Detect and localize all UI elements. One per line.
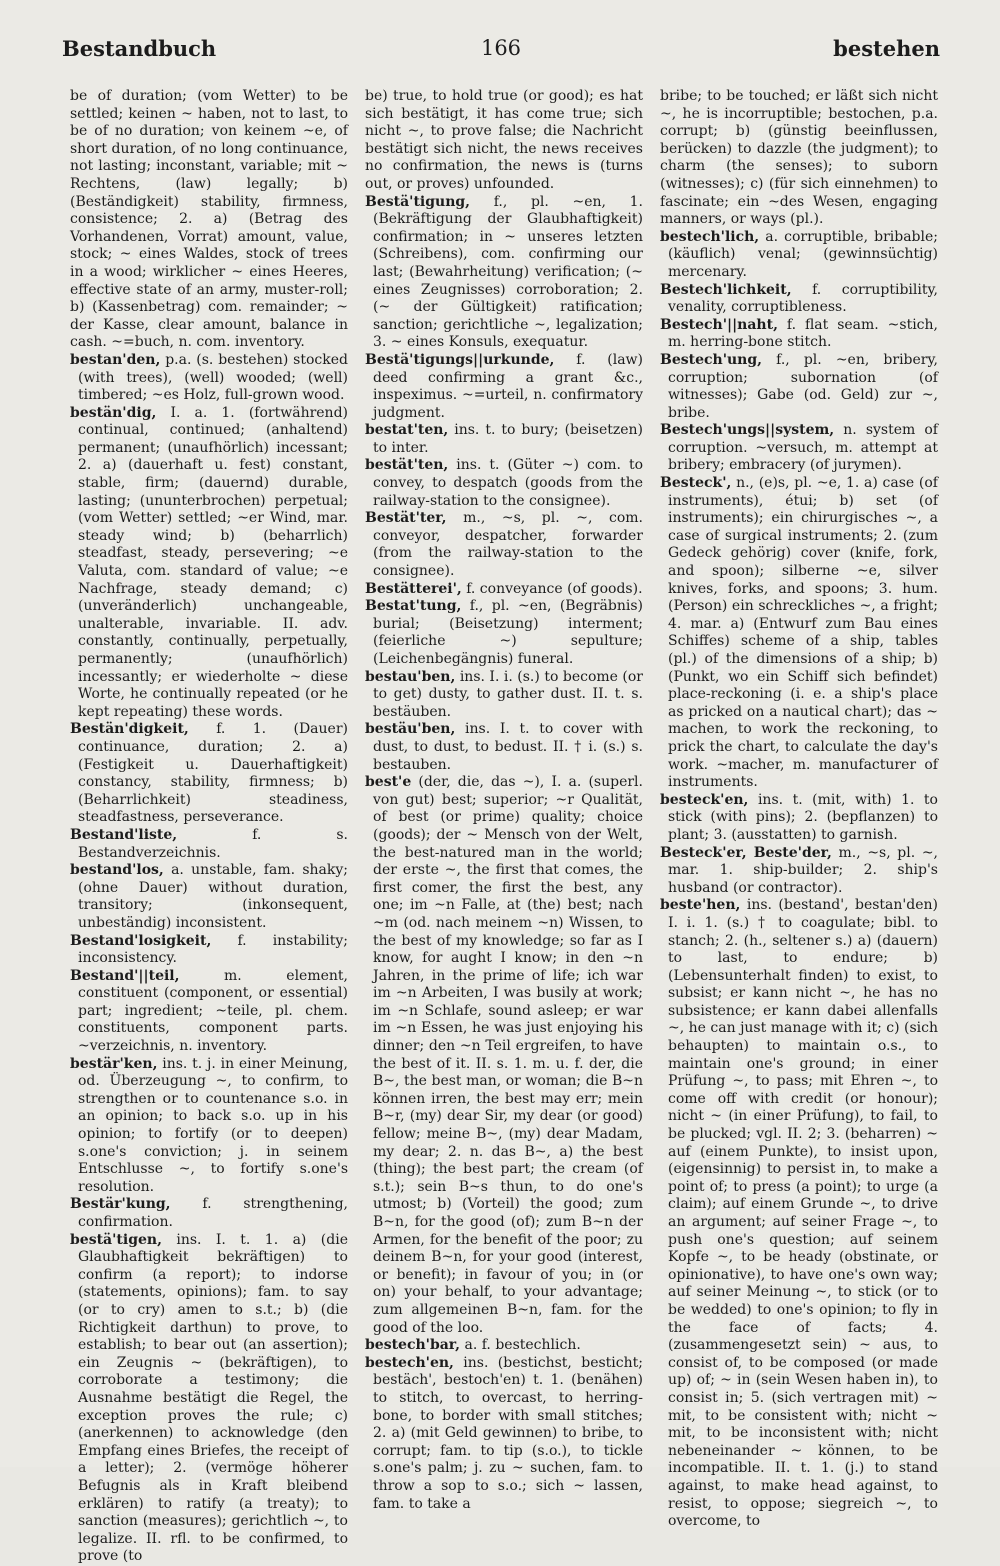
- entry-headword: Bestech'ungs||system,: [660, 422, 835, 439]
- entry-headword: best'e: [365, 774, 412, 791]
- column-1: [70, 88, 348, 1565]
- entry-headword: besteck'en,: [660, 791, 749, 808]
- page-header: [62, 36, 940, 72]
- dictionary-entry: [660, 792, 938, 845]
- entry-headword: Bestän'digkeit,: [70, 721, 189, 738]
- entry-headword: Bestech'ung,: [660, 351, 763, 368]
- entry-definition: ins. t. j. in einer Meinung, od. Überzeugung ~, to confirm, to strengthen or to countenance s.o. in an opinion; to back s.o. up in his opinion; to fortify (or to deepen) s.one's conviction; j. in seinem Entschlusse ~, to fortify s.one's resolution.: [78, 1055, 348, 1195]
- entry-headword: bestech'en,: [365, 1354, 454, 1371]
- entry-headword: bestät'ten,: [365, 457, 449, 474]
- entry-definition: ins. I. i. (s.) to become (or to get) dusty, to gather dust. II. t. s. bestäuben.: [373, 668, 643, 720]
- entry-definition: f., pl. ~en, bribery, corruption; subornation (of witnesses); Gabe (od. Geld) zur ~, bribe.: [668, 351, 938, 421]
- dictionary-entry: [70, 1232, 348, 1566]
- entry-definition: f. s. Bestandverzeichnis.: [78, 826, 348, 861]
- entry-definition: m. element, constituent (component, or essential) part; ingredient; ~teile, pl. chem. constituents, component parts. ~verzeichnis, n. inventory.: [78, 967, 348, 1055]
- dictionary-entry: [70, 1196, 348, 1231]
- dictionary-entry: [365, 774, 643, 1337]
- dictionary-entry: [365, 457, 643, 510]
- column-2: [365, 88, 643, 1512]
- dictionary-entry: [365, 1355, 643, 1513]
- dictionary-entry: [660, 475, 938, 792]
- entry-headword: Bestätterei',: [365, 580, 462, 597]
- entry-definition: f. 1. (Dauer) continuance, duration; 2. a) (Festigkeit u. Dauerhaftigkeit) constancy, stability, firmness; b) (Beharrlichkeit) steadiness, steadfastness, perseverance.: [78, 721, 348, 826]
- dictionary-entry: [365, 721, 643, 774]
- dictionary-entry: [365, 1337, 643, 1355]
- entry-definition: ins. (bestand', bestan'den) I. i. 1. (s.) † to coagulate; bibl. to stanch; 2. (h., seltener s.) a) (dauern) to last, to endure; b) (Lebensunterhalt finden) to exist, to subsist; er kann nicht ~, he has no subsistence; er kann dabei allenfalls ~, he can just manage with it; c) (sich behaupten) to maintain o.s., to maintain one's ground; in einer Prüfung ~, to pass; mit Ehren ~, to come off with credit (or honour); nicht ~ (in einer Prüfung), to fail, to be plucked; vgl. II. 2; 3. (beharren) ~ auf (einem Punkte), to insist upon, (eigensinnig) to persist in, to make a point of; to press (a point); to urge (a claim); auf einem Grunde ~, to drive an argument; auf seiner Frage ~, to push one's question; auf seinem Kopfe ~, to be heady (obstinate, or opinionative), to have one's own way; auf seiner Meinung ~, to stick (or to be wedded) to one's opinion; to fly in the face of facts; 4. (zusammengesetzt sein) ~ aus, to consist of, to be composed (or made up) of; ~ in (sein Wesen haben in), to consist in; 5. (sich vertragen mit) ~ mit, to be consistent with; nicht ~ mit, to be inconsistent with; nicht nebeneinander ~ können, to be incompatible. II. t. 1. (j.) to stand against, to make head against, to resist, to oppose; siegreich ~, to overcome, to: [668, 897, 938, 1530]
- entry-headword: bestau'ben,: [365, 668, 456, 685]
- entry-headword: beste'hen,: [660, 897, 741, 914]
- dictionary-entry: [365, 510, 643, 580]
- dictionary-entry: [660, 845, 938, 898]
- entry-definition: ins. I. t. 1. a) (die Glaubhaftigkeit bekräftigen) to confirm (a report); to indorse (statements, opinions); fam. to say (or to cry) amen to s.t.; b) (die Richtigkeit darthun) to prove, to establish; to bear out (an assertion); ein Zeugnis ~ (bekräftigen), to corroborate a testimony; die Ausnahme bestätigt die Regel, the exception proves the rule; c) (anerkennen) to acknowledge (den Empfang eines Briefes, the receipt of a letter); 2. (vermöge höherer Befugnis als in Kraft bleibend erklären) to ratify (a treaty); to sanction (measures); gerichtlich ~, to legalize. II. rfl. to be confirmed, to prove (to: [78, 1231, 348, 1565]
- entry-definition: be) true, to hold true (or good); es hat sich bestätigt, it has come true; sich nicht ~, to prove false; die Nachricht bestätigt sich nicht, the news receives no confirmation, the news is (turns out, or proves) unfounded.: [365, 88, 643, 192]
- entry-definition: m., ~s, pl. ~, com. conveyor, despatcher, forwarder (from the railway-station to the consignee).: [373, 510, 643, 580]
- entry-definition: ins. I. t. to cover with dust, to dust, to bedust. II. † i. (s.) s. bestauben.: [373, 721, 643, 773]
- dictionary-entry: [660, 282, 938, 317]
- dictionary-entry: [660, 88, 938, 229]
- entry-definition: f. instability; inconsistency.: [78, 932, 348, 967]
- entry-definition: ins. (bestichst, besticht; bestäch', bestoch'en) t. 1. (benähen) to stitch, to overcast, to herring-bone, to border with small stitches; 2. a) (mit Geld gewinnen) to bribe, to corrupt; fam. to tip (s.o.), to tickle s.one's palm; j. zu ~ suchen, fam. to throw a sop to s.o.; sich ~ lassen, fam. to take a: [373, 1354, 643, 1512]
- guide-word-right: bestehen: [833, 36, 940, 61]
- entry-headword: bestech'lich,: [660, 228, 760, 245]
- dictionary-entry: [70, 968, 348, 1056]
- entry-headword: bestä'tigen,: [70, 1231, 162, 1248]
- dictionary-entry: [660, 229, 938, 282]
- dictionary-entry: [365, 352, 643, 422]
- dictionary-entry: [70, 827, 348, 862]
- dictionary-entry: [660, 897, 938, 1530]
- dictionary-entry: [660, 422, 938, 475]
- entry-definition: be of duration; (vom Wetter) to be settled; keinen ~ haben, not to last, to be of no duration; von keinem ~e, of short duration, of no long continuance, not lasting; inconstant, variable; mit ~ Rechtens, (law) legally; b) (Beständigkeit) stability, firmness, consistence; 2. a) (Betrag des Vorhandenen, Vorrat) amount, value, stock; ~ eines Waldes, stock of trees in a wood; wirklicher ~ eines Heeres, effective state of an army, muster-roll; b) (Kassenbetrag) com. remainder; ~ der Kasse, clear amount, balance in cash. ~=buch, n. com. inventory.: [70, 88, 348, 351]
- entry-definition: ins. t. (mit, with) 1. to stick (with pins); 2. (bepflanzen) to plant; 3. (ausstatten) to garnish.: [668, 791, 938, 843]
- entry-definition: f. conveyance (of goods).: [461, 580, 643, 597]
- entry-headword: Besteck'er, Beste'der,: [660, 844, 832, 861]
- entry-headword: bestär'ken,: [70, 1055, 158, 1072]
- entry-definition: f. (law) deed confirming a grant &c., inspeximus. ~=urteil, n. confirmatory judgment.: [373, 351, 643, 421]
- dictionary-entry: [365, 598, 643, 668]
- entry-headword: bestäu'ben,: [365, 721, 456, 738]
- entry-definition: n. system of corruption. ~versuch, m. attempt at bribery; embracery (of jurymen).: [668, 422, 938, 474]
- entry-headword: bestech'bar,: [365, 1337, 461, 1354]
- dictionary-entry: [70, 862, 348, 932]
- entry-definition: f. corruptibility, venality, corruptibleness.: [668, 281, 938, 316]
- entry-definition: bribe; to be touched; er läßt sich nicht ~, he is incorruptible; bestochen, p.a. corrupt; b) (günstig beeinflussen, berücken) to dazzle (the judgment); to charm (the senses); to suborn (witnesses); c) (für sich einnehmen) to fascinate; ein ~des Wesen, engaging manners, or ways (pl.).: [660, 88, 938, 228]
- entry-definition: ins. t. to bury; (beisetzen) to inter.: [373, 422, 643, 456]
- dictionary-entry: [70, 405, 348, 722]
- entry-definition: f., pl. ~en, 1. (Bekräftigung der Glaubhaftigkeit) confirmation; in ~ unseres letzten (Schreibens), com. confirming our last; (Bewahrheitung) verification; (~ eines Zeugnisses) corroboration; 2. (~ der Gültigkeit) ratification; sanction; gerichtliche ~, legalization; 3. ~ eines Konsuls, exequatur.: [373, 193, 643, 351]
- entry-headword: Bestand'losigkeit,: [70, 932, 212, 949]
- entry-headword: Bestat'tung,: [365, 598, 462, 615]
- dictionary-entry: [660, 317, 938, 352]
- entry-headword: bestän'dig,: [70, 404, 157, 421]
- dictionary-entry: [365, 422, 643, 457]
- entry-definition: I. a. 1. (fortwährend) continual, continued; (anhaltend) permanent; (unaufhörlich) incessant; 2. a) (dauerhaft u. fest) constant, stable, firm; (dauernd) durable, lasting; (ununterbrochen) perpetual; (vom Wetter) settled; ~er Wind, mar. steady wind; b) (beharrlich) steadfast, steady, persevering; ~e Valuta, com. standard of value; ~e Nachfrage, steady demand; c) (unveränderlich) unchangeable, unalterable, invariable. II. adv. constantly, continually, perpetually, permanently; (unaufhörlich) incessantly; er wiederholte ~ diese Worte, he continually repeated (or he kept repeating) these words.: [78, 404, 348, 720]
- dictionary-entry: [70, 88, 348, 352]
- guide-word-left: Bestandbuch: [62, 36, 217, 61]
- entry-definition: f. flat seam. ~stich, m. herring-bone stitch.: [668, 316, 938, 351]
- dictionary-entry: [70, 1056, 348, 1197]
- entry-definition: a. corruptible, bribable; (käuflich) venal; (gewinnsüchtig) mercenary.: [668, 228, 938, 280]
- entry-headword: Bestech'lichkeit,: [660, 281, 792, 298]
- dictionary-entry: [70, 721, 348, 827]
- entry-definition: p.a. (s. bestehen) stocked (with trees), (well) wooded; (well) timbered; ~es Holz, full-grown wood.: [78, 351, 348, 404]
- entry-definition: (der, die, das ~), I. a. (superl. von gut) best; superior; ~r Qualität, of best (or prime) quality; choice (goods); der ~ Mensch von der Welt, the best-natured man in the world; der erste ~, the first that comes, the first comer, the first the best, any one; im ~n Falle, at (the) best; nach ~m (od. nach meinem ~n) Wissen, to the best of my knowledge; so far as I know, for aught I know; in den ~n Jahren, in the prime of life; ich war im ~n Arbeiten, I was busily at work; im ~n Schlafe, sound asleep; er war im ~n Essen, he was just enjoying his dinner; den ~n Teil ergreifen, to have the best of it. II. s. 1. m. u. f. der, die B~, the best man, or woman; die B~n können irren, the best may err; mein B~r, (my) dear Sir, my dear (or good) fellow; meine B~, (my) dear Madam, my dear; 2. n. das B~, a) the best (thing); the best part; the cream (of s.t.); sein B~s thun, to do one's utmost; b) (Vorteil) the good; zum B~n, for the good (of); zum B~n der Armen, for the benefit of the poor; zu deinem B~n, for your good (interest, or benefit); in favour of you; in (or on) your behalf, to your advantage; zum allgemeinen B~n, fam. for the good of the loo.: [373, 774, 643, 1336]
- dictionary-entry: [660, 352, 938, 422]
- page-number: 166: [480, 36, 522, 60]
- entry-headword: bestand'los,: [70, 862, 164, 879]
- dictionary-entry: [365, 669, 643, 722]
- entry-headword: bestan'den,: [70, 351, 161, 368]
- entry-headword: Bestär'kung,: [70, 1196, 171, 1213]
- entry-definition: m., ~s, pl. ~, mar. 1. ship-builder; 2. ship's husband (or contractor).: [668, 844, 938, 896]
- entry-definition: ins. t. (Güter ~) com. to convey, to despatch (goods from the railway-station to the consignee).: [373, 457, 643, 509]
- dictionary-entry: [70, 352, 348, 405]
- dictionary-entry: [365, 581, 643, 599]
- entry-headword: Bestät'ter,: [365, 510, 447, 527]
- entry-headword: Bestä'tigungs||urkunde,: [365, 351, 555, 368]
- entry-definition: a. f. bestechlich.: [460, 1337, 581, 1354]
- entry-definition: a. unstable, fam. shaky; (ohne Dauer) without duration, transitory; (inkonsequent, unbeständig) inconsistent.: [78, 862, 348, 931]
- entry-headword: Bestand'||teil,: [70, 967, 180, 984]
- entry-headword: bestat'ten,: [365, 422, 449, 439]
- entry-headword: Bestech'||naht,: [660, 316, 778, 333]
- dictionary-entry: [365, 88, 643, 194]
- dictionary-entry: [365, 194, 643, 352]
- entry-definition: n., (e)s, pl. ~e, 1. a) case (of instruments), étui; b) set (of instruments); ein chirurgisches ~, a case of surgical instruments; 2. (zum Gedeck gehörig) cover (knife, fork, and spoon); silberne ~e, silver knives, forks, and spoons; 3. hum. (Person) ein schreckliches ~, a fright; 4. mar. a) (Entwurf zum Bau eines Schiffes) scheme of a ship, tables (pl.) of the dimensions of a ship; b) (Punkt, wo ein Schiff sich befindet) place-reckoning (i. e. a ship's place as pricked on a nautical chart); das ~ machen, to work the reckoning, to prick the chart, to calculate the day's work. ~macher, m. manufacturer of instruments.: [668, 475, 938, 791]
- entry-headword: Bestand'liste,: [70, 826, 178, 843]
- entry-definition: f. strengthening, confirmation.: [78, 1196, 348, 1230]
- dictionary-entry: [70, 933, 348, 968]
- entry-headword: Besteck',: [660, 475, 732, 492]
- entry-definition: f., pl. ~en, (Begräbnis) burial; (Beisetzung) interment; (feierliche ~) sepulture; (Leichenbegängnis) funeral.: [373, 598, 643, 667]
- column-3: [660, 88, 938, 1530]
- entry-headword: Bestä'tigung,: [365, 193, 471, 210]
